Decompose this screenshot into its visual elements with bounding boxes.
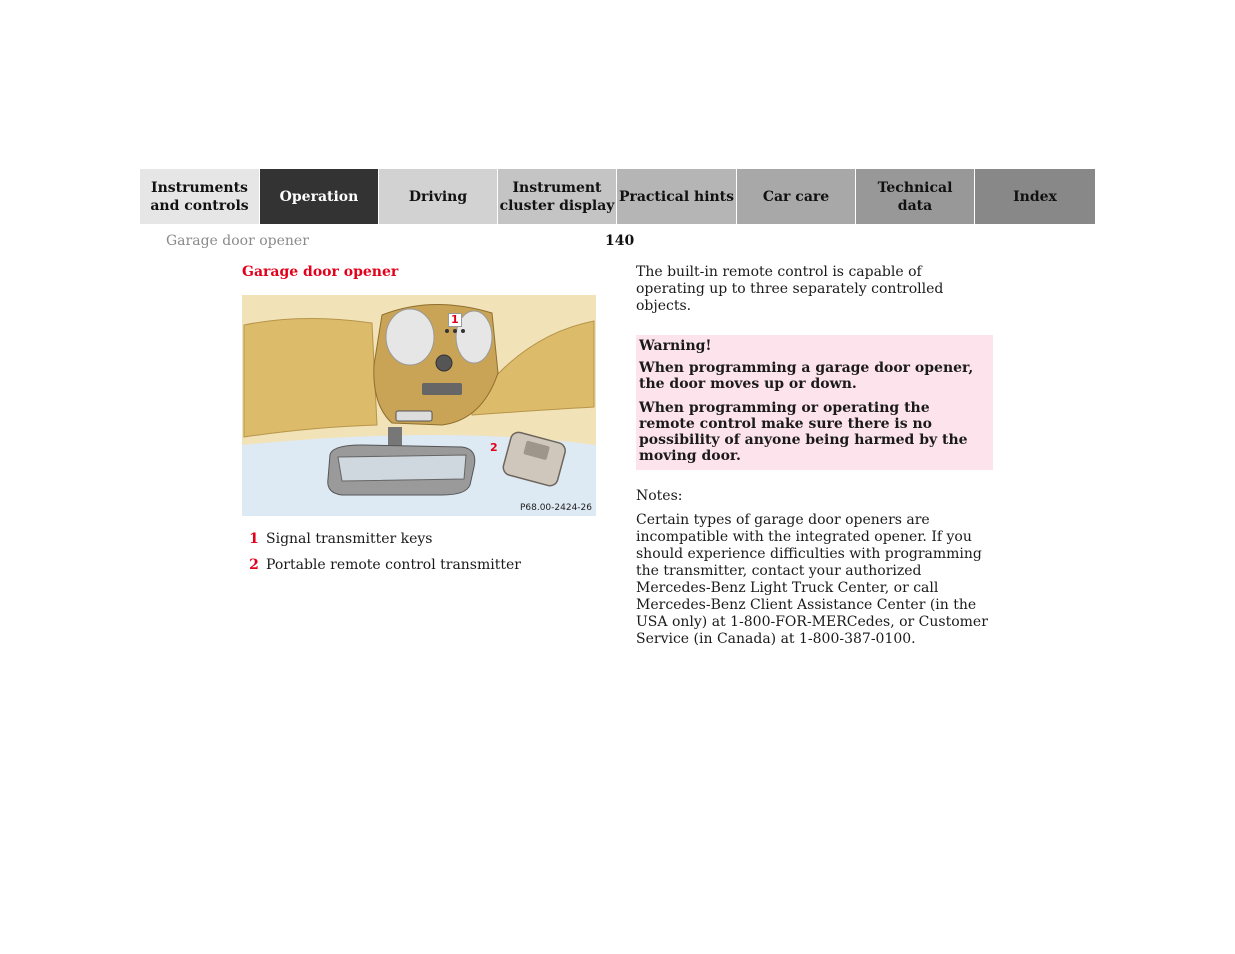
- right-column: [636, 264, 993, 648]
- section-tabs: [140, 169, 1095, 224]
- legend-item: [242, 531, 521, 548]
- warning-box: [636, 335, 993, 470]
- tab-driving[interactable]: Driving: [379, 169, 498, 224]
- warning-title: Warning!: [639, 338, 712, 354]
- legend-number: 2: [249, 557, 259, 573]
- warning-paragraph-2: When programming or operating the remote control make sure there is no possibility of anyone being harmed by the moving door.: [639, 400, 968, 464]
- page-number: 140: [605, 233, 635, 249]
- notes-label: Notes:: [636, 488, 683, 504]
- legend-item: [242, 557, 521, 574]
- legend-text: Signal transmitter keys: [266, 531, 433, 547]
- legend-number: 1: [249, 531, 259, 547]
- legend-text: Portable remote control transmitter: [266, 557, 521, 573]
- tab-instruments-and-controls[interactable]: Instruments and controls: [140, 169, 260, 224]
- figure-legend: [242, 531, 521, 583]
- tab-car-care[interactable]: Car care: [737, 169, 856, 224]
- tab-technical-data[interactable]: Technical data: [856, 169, 975, 224]
- notes-paragraph: Certain types of garage door openers are incompatible with the integrated opener. If you should experience difficulties with programming the transmitter, contact your authorized Mercedes-Benz Light Truck Center, or call Mercedes-Benz Client Assistance Center (in the USA only) at 1-800-FOR-MERCedes, or Customer Service (in Canada) at 1-800-387-0100.: [636, 512, 988, 647]
- figure-code: P68.00-2424-26: [519, 503, 592, 513]
- callout-1: 1: [448, 313, 462, 327]
- overhead-console-drawing: [242, 295, 596, 516]
- section-label: Garage door opener: [166, 233, 309, 249]
- tab-operation[interactable]: Operation: [260, 169, 379, 224]
- callout-2: 2: [490, 441, 498, 454]
- page-heading: Garage door opener: [242, 264, 399, 280]
- garage-door-opener-illustration: [242, 295, 596, 516]
- tab-practical-hints[interactable]: Practical hints: [617, 169, 737, 224]
- warning-paragraph-1: When programming a garage door opener, the door moves up or down.: [639, 360, 974, 392]
- tab-instrument-cluster-display[interactable]: Instrument cluster display: [498, 169, 617, 224]
- tab-index[interactable]: Index: [975, 169, 1095, 224]
- intro-paragraph: The built-in remote control is capable of operating up to three separately controlled objects.: [636, 264, 944, 314]
